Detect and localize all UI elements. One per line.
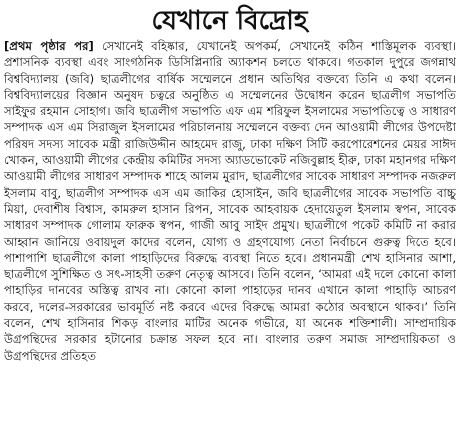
continuation-marker: [প্রথম পৃষ্ঠার পর]	[4, 39, 94, 53]
article-body	[0, 38, 459, 364]
article-headline: যেখানে বিদ্রোহ	[151, 6, 308, 36]
article-paragraph	[4, 38, 456, 364]
article-text: সেখানেই বহিষ্কার, যেখানেই অপকর্ম, সেখানেই কঠিন শাস্তিমূলক ব্যবস্থা। প্রশাসনিক ব্যবস্থা এবং সাংগঠনিক ডিসিপ্লিনারি অ্যাকশন চলতে থাকবে। গতকাল দুপুরে জগন্নাথ বিশ্ববিদ্যালয় (জবি) ছাত্রলীগের বার্ষিক সম্মেলনে প্রধান অতিথির বক্তব্যে তিনি এ কথা বলেন। বিশ্ববিদ্যালয়ের বিজ্ঞান অনুষদ চত্বরে অনুষ্ঠিত এ সম্মেলনের উদ্বোধন করেন ছাত্রলীগ সভাপতি সাইফুর রহমান সোহাগ। জবি ছাত্রলীগ সভাপতি এফ এম শরিফুল ইসলামের সভাপতিত্বে ও সাধারণ সম্পাদক এস এম সিরাজুল ইসলামের পরিচালনায় সম্মেলনে বক্তব্য দেন আওয়ামী লীগের উপদেষ্টা পরিষদ সদস্য সাবেক মন্ত্রী রাজিউদ্দীন আহমেদ রাজু, ঢাকা দক্ষিণ সিটি করপোরেশনের মেয়র সাঈদ খোকন, আওয়ামী লীগের কেন্দ্রীয় কমিটির সদস্য অ্যাডভোকেট নজিবুল্লাহ হীরু, ঢাকা মহানগর দক্ষিণ আওয়ামী লীগের সাধারণ সম্পাদক শাহে আলম মুরাদ, ছাত্রলীগের সাবেক সাধারণ সম্পাদক নজরুল ইসলাম বাবু, ছাত্রলীগ সম্পাদক এস এম জাকির হোসাইন, জবি ছাত্রলীগের সাবেক সভাপতি বাচ্চু মিয়া, দেবাশীষ বিশ্বাস, কামরুল হাসান রিপন, সাবেক আহবায়ক হেদায়েতুল ইসলাম স্বপন, সাবেক সাধারণ সম্পাদক গোলাম ফারুক স্বপন, গাজী আবু সাইদ প্রমুখ। ছাত্রলীগে পকেট কমিটি না করার আহ্বান জানিয়ে ওবায়দুল কাদের বলেন, যোগ্য ও গ্রহণযোগ্য নেতা নির্বাচনে গুরুত্ব দিতে হবে। পাশাপাশি ছাত্রলীগে কালা পাহাড়িদের বিরুদ্ধে ব্যবস্থা নিতে হবে। প্রধানমন্ত্রী শেখ হাসিনার আশা, ছাত্রলীগে সুশিক্ষিত ও সৎ-সাহসী তরুণ নেতৃত্ব আসবে। তিনি বলেন, ‘আমরা এই দলে কোনো কালা পাহাড়ির দানবের অস্তিত্ব রাখব না। কোনো কালা পাহাড়ের দানব এখানে কালা পাহাড়ি আচরণ করবে, দলের-সরকারের ভাবমূর্তি নষ্ট করবে এদের বিরুদ্ধে আমরা কঠোর অবস্থানে থাকব।’ তিনি বলেন, শেখ হাসিনার শিকড় বাংলার মাটির অনেক গভীরে, যা অনেক শক্তিশালী। সাম্প্রদায়িক উগ্রপন্থিদের সরকার হটানোর চক্রান্ত সফল হবে না। বাংলার তরুণ সমাজ সাম্প্রদায়িকতা ও উগ্রপন্থিদের প্রতিহত	[4, 39, 456, 363]
